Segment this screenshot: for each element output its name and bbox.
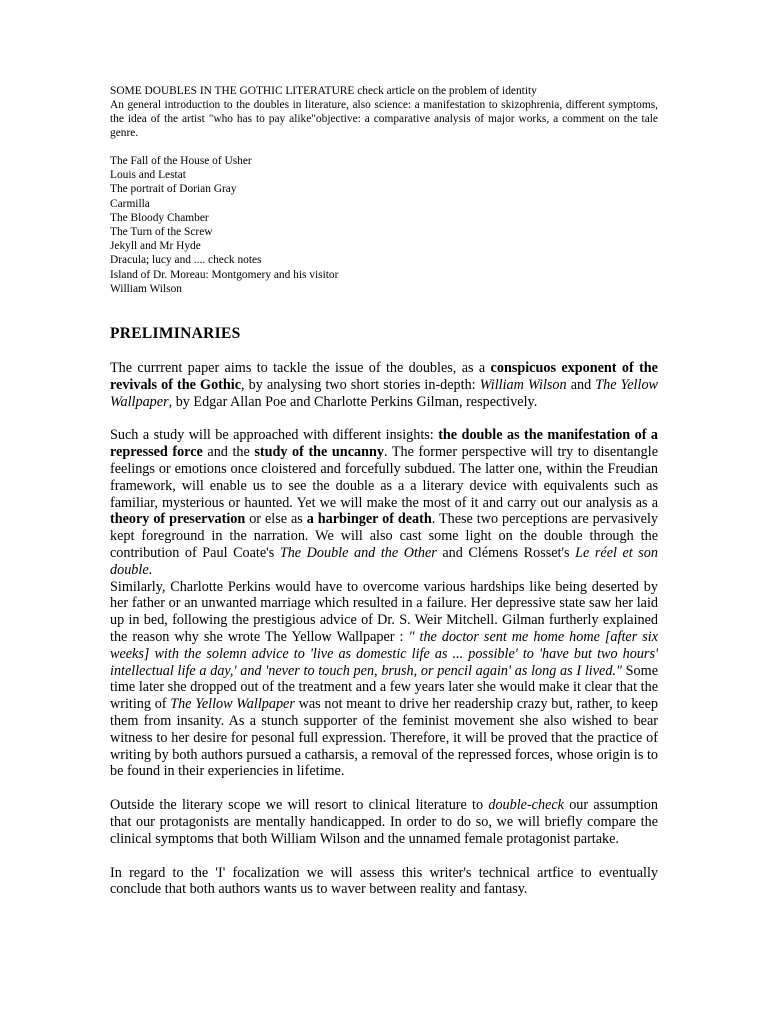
paragraph-4: In regard to the 'I' focalization we will assess this writer's technical artfice to eventually conclude that both authors wants us to waver between reality and fantasy. [110,864,658,898]
works-list-item: William Wilson [110,282,182,295]
body-text [110,360,658,898]
header-notes [110,84,658,140]
works-list-item: The Turn of the Screw [110,226,213,239]
works-list-item: Carmilla [110,197,150,210]
works-list [110,154,658,296]
title-note: check article on the problem of identity [354,85,537,97]
paragraph-1: The currrent paper aims to tackle the issue of the doubles, as a conspicuos exponent of the revivals of the Gothic, by analysing two short stories in-depth: William Wilson and The Yellow Wallpaper, by Edgar Allan Poe and Charlotte Perkins Gilman, respectively. [110,360,658,410]
works-list-item: Jekyll and Mr Hyde [110,240,201,253]
works-list-item: The portrait of Dorian Gray [110,183,237,196]
document-title-line [110,84,658,98]
intro-note: An general introduction to the doubles in literature, also science: a manifestation to skizophrenia, different symptoms, the idea of the artist "who has to pay alike"objective: a comparative analysis of major works, a comment on the tale genre. [110,99,658,139]
works-list-item: The Bloody Chamber [110,211,209,224]
paragraph-3: Outside the literary scope we will resort to clinical literature to double-check our assumption that our protagonists are mentally handicapped. In order to do so, we will briefly compare the clinical symptoms that both William Wilson and the unnamed female protagonist partake. [110,797,658,847]
paragraph-2: Such a study will be approached with different insights: the double as the manifestation of a repressed force and the study of the uncanny. The former perspective will try to disentangle feelings or emotions once cloistered and forcefully subdued. The latter one, within the Freudian framework, will enable us to see the double as a a literary device with equivalents such as familiar, mysterious or haunted. Yet we will make the most of it and carry out our analysis as a theory of preservation or else as a harbinger of death. These two perceptions are pervasively kept foreground in the narration. We will also cast some light on the double through the contribution of Paul Coate's The Double and the Other and Clémens Rosset's Le réel et son double. [110,427,658,578]
works-list-item: The Fall of the House of Usher [110,155,252,167]
works-list-item: Island of Dr. Moreau: Montgomery and his visitor [110,268,339,281]
works-list-item: Dracula; lucy and .... check notes [110,254,262,267]
works-list-item: Louis and Lestat [110,169,186,182]
document-title: SOME DOUBLES IN THE GOTHIC LITERATURE [110,85,355,97]
section-heading: PRELIMINARIES [110,325,241,343]
paragraph-2-continued: Similarly, Charlotte Perkins would have to overcome various hardships like being deserted by her father or an unwanted marriage which resulted in a failure. Her depressive state saw her laid up in bed, following the prestigious advice of Dr. S. Weir Mitchell. Gilman furtherly explained the reason why she wrote The Yellow Wallpaper : " the doctor sent me home home [after six weeks] with the solemn advice to 'live as domestic life as ... possible' to 'have but two hours' intellectual life a day,' and 'never to touch pen, brush, or pencil again' as long as I lived." Some time later she dropped out of the treatment and a few years later she would make it clear that the writing of The Yellow Wallpaper was not meant to drive her readership crazy but, rather, to keep them from insanity. As a stunch supporter of the feminist movement she also wished to bear witness to her desire for pesonal full expression. Therefore, it will be proved that the practice of writing by both authors pursued a catharsis, a removal of the repressed forces, whose origin is to be found in their experiencies in lifetime. [110,578,659,780]
